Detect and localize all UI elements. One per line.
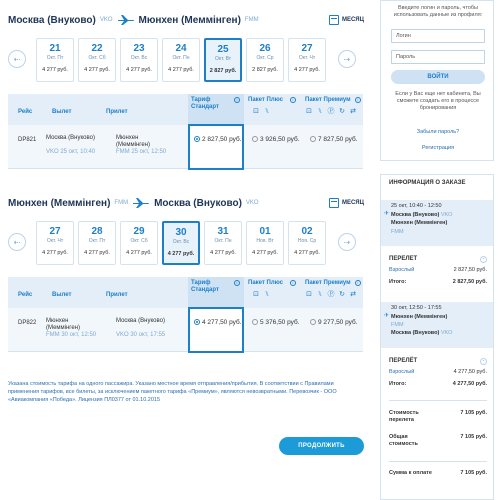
premium-fare-option[interactable]: [310, 319, 360, 327]
seat-icon: ⑊: [264, 291, 270, 298]
calendar-icon: [329, 198, 339, 208]
date-price: 4 277 руб.: [252, 250, 278, 256]
outbound-route-header: [8, 13, 259, 27]
date-price: 4 277 руб.: [168, 67, 194, 73]
order-perelet-outbound: [389, 256, 487, 286]
standard-fare-title: Тариф Стандарт: [191, 97, 219, 110]
return-month-label: МЕСЯЦ: [341, 200, 364, 206]
return-date-card[interactable]: [120, 221, 158, 265]
plus-fare-option[interactable]: [252, 136, 300, 144]
adult-label: Взрослый: [389, 369, 415, 375]
perelet-title: ПЕРЕЛЁТ: [389, 358, 418, 364]
refund-icon: ↻: [339, 291, 345, 298]
plane-icon: [117, 14, 135, 26]
seat-icon: ⑊: [317, 108, 323, 115]
total-cost-label: Общая стоимость: [389, 434, 418, 447]
login-intro: Введите логин и пароль, чтобы использовать данные из профиля:: [393, 5, 483, 18]
radio-selected[interactable]: [194, 136, 200, 142]
outbound-from-city: Москва (Внуково): [8, 14, 96, 26]
return-month-button[interactable]: [329, 198, 364, 208]
info-icon[interactable]: i: [355, 280, 361, 286]
departure-info: FMM 30 окт, 12:50: [46, 332, 97, 338]
arrival-city: Москва (Внуково): [116, 318, 165, 324]
segment-from: [391, 212, 452, 219]
total-label: Итого:: [389, 279, 407, 285]
standard-fare-option[interactable]: [188, 124, 244, 170]
priority-icon: Ⓟ: [327, 108, 335, 115]
priority-icon: Ⓟ: [327, 291, 335, 298]
date-price: 4 277 руб.: [126, 250, 152, 256]
date-day: 24: [175, 43, 187, 54]
date-weekday: Окт. Сб: [130, 238, 148, 244]
premium-fare-option[interactable]: [310, 136, 360, 144]
return-date-card-selected[interactable]: [162, 221, 200, 265]
login-button[interactable]: ВОЙТИ: [391, 70, 485, 84]
info-icon[interactable]: i: [290, 97, 296, 103]
segment-from-city: Москва (Внуково): [391, 212, 440, 218]
plane-icon: ✈: [384, 211, 390, 217]
radio-unselected[interactable]: [252, 136, 258, 142]
standard-fare-header[interactable]: [188, 277, 244, 308]
outbound-next-arrow-icon[interactable]: ⇢: [338, 50, 356, 68]
change-icon: ⇄: [350, 291, 356, 298]
radio-unselected[interactable]: [310, 136, 316, 142]
date-weekday: Окт. Вс: [130, 55, 148, 61]
login-placeholder: Логин: [396, 33, 411, 39]
fare-disclaimer: Указана стоимость тарифа на одного пассажира. Указано местное время отправления/прибытия. В соответствии с Правилами применения тарифов, все билеты, за исключением пакетного тарифа «Премиум», являются невозвратными. Перевозчик - ООО «Авиакомпания «Победа». Лицензия ПЛ0377 от 01.10.2015: [8, 381, 337, 403]
return-fare-header: [8, 277, 363, 308]
continue-button[interactable]: ПРОДОЛЖИТЬ: [279, 437, 364, 455]
return-date-card[interactable]: [246, 221, 284, 265]
standard-fare-title: Тариф Стандарт: [191, 280, 219, 293]
date-weekday: Окт. Ср: [256, 55, 274, 61]
segment-to-code: FMM: [391, 229, 404, 235]
date-weekday: Окт. Вс: [172, 239, 190, 245]
radio-unselected[interactable]: [252, 319, 258, 325]
segment-to-city: Мюнхен (Меммінген): [391, 220, 448, 226]
date-weekday: Окт. Чт: [46, 238, 64, 244]
outbound-fare-header: [8, 94, 363, 125]
return-date-strip: [8, 221, 359, 267]
standard-fare-option[interactable]: [188, 307, 244, 353]
return-to-city: Москва (Внуково): [154, 197, 242, 209]
plus-fare-title: Пакет Плюс: [248, 280, 284, 286]
outbound-date-card[interactable]: [246, 38, 284, 82]
date-weekday: Окт. Вт: [214, 56, 232, 62]
outbound-month-label: МЕСЯЦ: [341, 17, 364, 23]
baggage-icon: ⊡: [253, 108, 259, 115]
outbound-date-card[interactable]: [288, 38, 326, 82]
divider: [389, 461, 487, 462]
outbound-month-button[interactable]: [329, 15, 364, 25]
date-price: 4 277 руб.: [126, 67, 152, 73]
segment-from-city: Мюнхен (Меммінген): [391, 314, 448, 320]
outbound-date-card[interactable]: [36, 38, 74, 82]
divider: [389, 400, 487, 401]
order-perelet-return: [389, 358, 487, 388]
refund-icon: ↻: [339, 108, 345, 115]
date-price: 2 827 руб.: [209, 68, 237, 74]
flight-number: DP821: [18, 137, 37, 143]
date-weekday: Окт. Сб: [88, 55, 106, 61]
adult-value: 4 277,50 руб.: [453, 369, 487, 375]
return-date-card[interactable]: [36, 221, 74, 265]
date-price: 4 277 руб.: [42, 67, 68, 73]
standard-price: 4 277,50 руб.: [202, 319, 242, 326]
outbound-date-card[interactable]: [78, 38, 116, 82]
date-price: 4 277 руб.: [42, 250, 68, 256]
total-cost-value: 7 105 руб.: [460, 434, 487, 440]
pay-value: 7 105 руб.: [460, 470, 487, 476]
date-weekday: Окт. Пт: [88, 238, 106, 244]
outbound-flight-row: [8, 125, 363, 169]
premium-fare-title: Пакет Премиум: [305, 97, 351, 103]
segment-from: [391, 314, 447, 321]
info-icon[interactable]: i: [234, 97, 240, 103]
seat-icon: ⑊: [317, 291, 323, 298]
date-day: 29: [133, 226, 145, 237]
col-flight: Рейс: [18, 109, 33, 115]
segment-time: 30 окт, 12:50 - 17:55: [391, 305, 442, 311]
return-next-arrow-icon[interactable]: ⇢: [338, 233, 356, 251]
date-day: 22: [91, 43, 103, 54]
col-flight: Рейс: [18, 292, 33, 298]
segment-from-code: FMM: [391, 322, 404, 328]
date-weekday: Окт. Пт: [46, 55, 64, 61]
return-route-header: [8, 196, 259, 210]
date-day: 31: [217, 226, 229, 237]
cost-row: [389, 410, 487, 424]
return-from-city: Мюнхен (Меммінген): [8, 197, 111, 209]
seat-icon: ⑊: [264, 108, 270, 115]
date-day: 27: [49, 226, 61, 237]
baggage-icon: ⊡: [306, 291, 312, 298]
total-cost-row: [389, 434, 487, 448]
date-day: 27: [301, 43, 313, 54]
info-icon[interactable]: i: [355, 97, 361, 103]
outbound-to-city: Мюнхен (Меммінген): [138, 14, 241, 26]
date-day: 25: [217, 44, 229, 55]
premium-fare-title: Пакет Премиум: [305, 280, 351, 286]
col-arrival: Прилет: [106, 292, 128, 298]
forgot-password-link[interactable]: Забыли пароль?: [416, 129, 460, 135]
segment-from-code: VKO: [440, 212, 453, 218]
plus-price: 3 926,50 руб.: [260, 136, 300, 143]
premium-price: 7 827,50 руб.: [318, 136, 358, 143]
date-price: 4 277 руб.: [84, 67, 110, 73]
adult-value: 2 827,50 руб.: [453, 267, 487, 273]
return-from-code: FMM: [114, 200, 129, 206]
outbound-date-strip: [8, 38, 359, 84]
return-to-code: VKO: [245, 200, 259, 206]
outbound-date-card[interactable]: [162, 38, 200, 82]
password-field[interactable]: [391, 50, 485, 64]
segment-time: 25 окт, 10:40 - 12:50: [391, 203, 442, 209]
date-day: 01: [259, 226, 271, 237]
date-day: 26: [259, 43, 271, 54]
date-day: 02: [301, 226, 313, 237]
plus-fare-option[interactable]: [252, 319, 300, 327]
order-segment-outbound: [381, 200, 493, 246]
plane-icon: [132, 197, 150, 209]
no-account-note: Если у Вас еще нет кабинета, Вы сможете создать его в процессе бронирования: [395, 91, 481, 111]
plus-fare-title: Пакет Плюс: [248, 97, 284, 103]
outbound-to-code: FMM: [244, 17, 259, 23]
date-price: 4 277 руб.: [84, 250, 110, 256]
collapse-icon[interactable]: ⌃: [481, 359, 486, 364]
info-icon[interactable]: i: [290, 280, 296, 286]
standard-price: 2 827,50 руб.: [202, 136, 242, 143]
premium-fare-header[interactable]: [303, 94, 363, 125]
col-departure: Вылет: [52, 109, 72, 115]
pay-row: [389, 470, 487, 477]
baggage-icon: ⊡: [306, 108, 312, 115]
radio-selected[interactable]: [194, 319, 200, 325]
radio-unselected[interactable]: [310, 319, 316, 325]
segment-to: [391, 330, 452, 337]
register-link[interactable]: Регистрация: [421, 145, 455, 151]
return-date-card[interactable]: [288, 221, 326, 265]
arrival-city: Мюнхен (Меммінген): [116, 135, 151, 148]
info-icon[interactable]: i: [234, 280, 240, 286]
change-icon: ⇄: [350, 108, 356, 115]
date-weekday: Ноя. Вт: [256, 238, 274, 244]
segment-to-code: VKO: [440, 330, 453, 336]
return-prev-arrow-icon[interactable]: ⇠: [8, 233, 26, 251]
adult-label: Взрослый: [389, 267, 415, 273]
premium-fare-header[interactable]: [303, 277, 363, 308]
cost-label: Стоимость перелета: [389, 410, 419, 423]
date-price: 4 277 руб.: [294, 67, 320, 73]
return-flight-row: [8, 308, 363, 352]
date-price: 2 827 руб.: [252, 67, 278, 73]
login-field[interactable]: [391, 29, 485, 43]
flight-number: DP822: [18, 320, 37, 326]
plus-fare-header[interactable]: [246, 94, 302, 125]
plus-price: 5 376,50 руб.: [260, 319, 300, 326]
departure-city: Москва (Внуково): [46, 135, 95, 141]
date-price: 4 277 руб.: [167, 251, 195, 257]
departure-info: VKO 25 окт, 10:40: [46, 149, 96, 155]
order-segment-return: [381, 302, 493, 348]
standard-fare-header[interactable]: [188, 94, 244, 125]
arrival-info: FMM 25 окт, 12:50: [116, 149, 167, 155]
segment-to-city: Москва (Внуково): [391, 330, 440, 336]
date-day: 21: [49, 43, 61, 54]
pay-label: Сумма к оплате: [389, 470, 432, 476]
total-label: Итого:: [389, 381, 407, 387]
date-day: 28: [91, 226, 103, 237]
cost-value: 7 105 руб.: [460, 410, 487, 416]
date-weekday: Ноя. Ср: [297, 238, 317, 244]
order-info-panel: [380, 174, 494, 500]
segment-to: [391, 220, 447, 227]
outbound-prev-arrow-icon[interactable]: ⇠: [8, 50, 26, 68]
date-weekday: Окт. Пн: [214, 238, 232, 244]
collapse-icon[interactable]: ⌃: [481, 257, 486, 262]
perelet-title: ПЕРЕЛЕТ: [389, 256, 418, 262]
total-value: 2 827,50 руб.: [452, 279, 487, 285]
outbound-date-card-selected[interactable]: [204, 38, 242, 82]
return-date-card[interactable]: [78, 221, 116, 265]
baggage-icon: ⊡: [253, 291, 259, 298]
total-value: 4 277,50 руб.: [452, 381, 487, 387]
arrival-info: VKO 30 окт, 17:55: [116, 332, 166, 338]
password-placeholder: Пароль: [396, 54, 416, 60]
calendar-icon: [329, 15, 339, 25]
outbound-from-code: VKO: [99, 17, 113, 23]
plane-icon: ✈: [384, 313, 390, 319]
outbound-date-card[interactable]: [120, 38, 158, 82]
date-price: 4 277 руб.: [294, 250, 320, 256]
login-panel: [380, 0, 494, 161]
order-title: ИНФОРМАЦИЯ О ЗАКАЗЕ: [389, 180, 466, 186]
plus-fare-header[interactable]: [246, 277, 302, 308]
date-price: 4 277 руб.: [210, 250, 236, 256]
col-arrival: Прилет: [106, 109, 128, 115]
date-weekday: Окт. Чт: [298, 55, 316, 61]
premium-price: 9 277,50 руб.: [318, 319, 358, 326]
date-day: 30: [175, 227, 187, 238]
departure-city: Мюнхен (Меммінген): [46, 318, 81, 331]
date-weekday: Окт. Пн: [172, 55, 190, 61]
date-day: 23: [133, 43, 145, 54]
col-departure: Вылет: [52, 292, 72, 298]
return-date-card[interactable]: [204, 221, 242, 265]
